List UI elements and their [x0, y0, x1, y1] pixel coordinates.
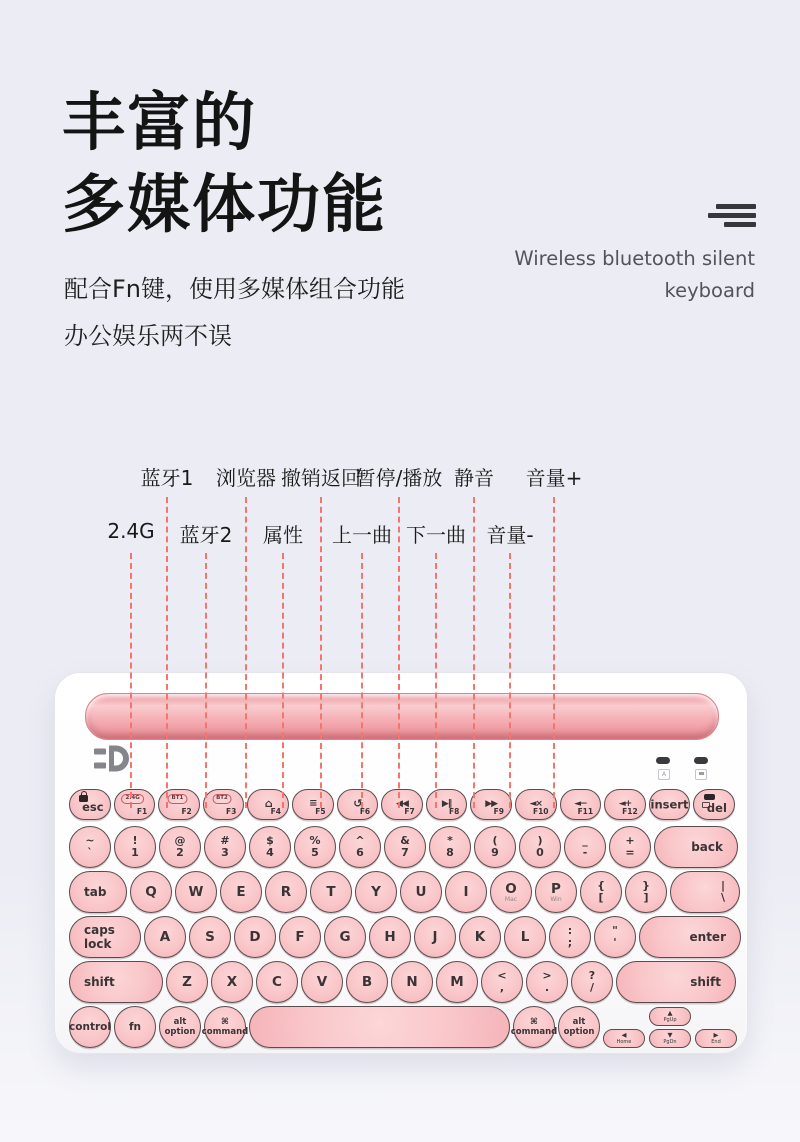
wireless-mode-badge: BT2: [212, 794, 232, 804]
key-r[interactable]: [265, 871, 307, 913]
key-enter[interactable]: [639, 916, 741, 958]
keyboard-row-asdf: [69, 916, 735, 958]
fkey-label: F6: [359, 807, 371, 816]
callout-label: 浏览器: [216, 466, 276, 490]
key-7[interactable]: [384, 826, 426, 868]
key-tab[interactable]: [69, 871, 127, 913]
fkey-label: F7: [404, 807, 415, 816]
fkey-label: F2: [181, 807, 192, 816]
key-label: Q: [145, 884, 157, 900]
key-label: + =: [625, 833, 635, 859]
callout-line: [509, 553, 511, 808]
key-0[interactable]: [519, 826, 561, 868]
key-capslock[interactable]: [69, 916, 141, 958]
callout-label: 蓝牙1: [140, 466, 194, 490]
key-label: fn: [128, 1021, 142, 1033]
callout-line: [320, 497, 322, 808]
callout-line: [398, 497, 400, 808]
os-hint-label: Mac: [504, 896, 518, 903]
page-title: [62, 82, 387, 246]
callout-line: [282, 553, 284, 808]
key-label: S: [205, 929, 215, 945]
key-l[interactable]: [504, 916, 546, 958]
key-k[interactable]: [459, 916, 501, 958]
key-label: ^ 6: [355, 833, 365, 859]
key-end-arrow-icon: ▶: [713, 1030, 719, 1039]
key-label: " ': [612, 923, 618, 949]
key-f5[interactable]: [292, 789, 334, 820]
tagline: [514, 243, 755, 307]
battery-indicator-icon: [695, 769, 707, 780]
key-label: $ 4: [266, 833, 274, 859]
key-y[interactable]: [355, 871, 397, 913]
volume-down-icon: ◄−: [574, 798, 587, 809]
callout-label: 音量+: [525, 466, 583, 490]
key-label: alt option: [563, 1017, 595, 1037]
keyboard-row-num: [69, 826, 735, 868]
key-pgdn[interactable]: [649, 1029, 691, 1048]
callout-line: [553, 497, 555, 808]
brand-logo: [94, 745, 132, 776]
key-label: G: [339, 929, 351, 945]
fkey-label: F12: [622, 807, 638, 816]
callout-line: [130, 553, 132, 808]
status-led-2: [694, 757, 708, 764]
triple-bar-icon: [708, 204, 756, 230]
os-hint-label: Win: [550, 896, 562, 903]
callout-label: 2.4G: [107, 519, 155, 543]
key-insert[interactable]: [649, 789, 691, 820]
key-label: ! 1: [131, 833, 139, 859]
key-label: K: [474, 929, 486, 945]
key-shift-right[interactable]: [616, 961, 736, 1003]
key-g[interactable]: [324, 916, 366, 958]
home-icon: ⌂: [264, 796, 272, 810]
key-8[interactable]: [429, 826, 471, 868]
key-f2[interactable]: [158, 789, 200, 820]
key-label: @ 2: [174, 833, 186, 859]
key-fn[interactable]: [114, 1006, 156, 1048]
key-space[interactable]: [249, 1006, 510, 1048]
callout-label: 静音: [454, 466, 494, 490]
tablet-slot: [85, 693, 719, 740]
fkey-label: F8: [449, 807, 460, 816]
fkey-label: F3: [226, 807, 237, 816]
key-d[interactable]: [234, 916, 276, 958]
key-label: ⌘ command: [201, 1017, 249, 1037]
callout-label: 音量-: [486, 523, 534, 547]
key-label: : ;: [567, 923, 573, 949]
key-label: End: [711, 1038, 721, 1045]
callout-line: [166, 497, 168, 808]
key-command-left[interactable]: [201, 1006, 249, 1048]
key-label: | \: [720, 878, 725, 904]
key-m[interactable]: [436, 961, 478, 1003]
key-label: shift: [84, 975, 115, 989]
key-o[interactable]: [490, 871, 532, 913]
key-label: _ -: [582, 833, 588, 859]
key-esc[interactable]: [69, 789, 111, 820]
key-label: U: [415, 884, 427, 900]
keyboard: [54, 672, 748, 1054]
key-command-right[interactable]: [510, 1006, 558, 1048]
key-f9[interactable]: [470, 789, 512, 820]
key-period[interactable]: [526, 961, 568, 1003]
key-9[interactable]: [474, 826, 516, 868]
key-b[interactable]: [346, 961, 388, 1003]
undo-icon: ↺: [353, 796, 362, 810]
wireless-mode-badge: 2.4G: [121, 794, 143, 804]
key-label: alt option: [164, 1017, 196, 1037]
key-f12[interactable]: [604, 789, 646, 820]
callout-line: [361, 553, 363, 808]
rewind-icon: ◀◀: [396, 798, 408, 809]
key-label: H: [384, 929, 396, 945]
key-label: J: [432, 929, 438, 945]
key-t[interactable]: [310, 871, 352, 913]
key-label: M: [450, 974, 464, 990]
key-label: V: [316, 974, 328, 990]
play-pause-icon: ▶‖: [441, 798, 452, 809]
key-label: P: [551, 881, 561, 897]
fkey-label: F4: [270, 807, 281, 816]
key-f7[interactable]: [381, 789, 423, 820]
key-h[interactable]: [369, 916, 411, 958]
key-backquote[interactable]: [69, 826, 111, 868]
key-label: ~ `: [85, 833, 95, 859]
key-label: Home: [616, 1038, 632, 1045]
key-label: & 7: [400, 833, 410, 859]
tagline-line2: keyboard: [664, 279, 755, 302]
key-bracket-open[interactable]: [580, 871, 622, 913]
fkey-label: F11: [577, 807, 594, 816]
key-option-right[interactable]: [558, 1006, 600, 1048]
page-subtitle-line1: 配合Fn键，使用多媒体组合功能: [64, 275, 406, 303]
callout-line: [435, 553, 437, 808]
key-5[interactable]: [294, 826, 336, 868]
key-n[interactable]: [391, 961, 433, 1003]
key-c[interactable]: [256, 961, 298, 1003]
keyboard-row-zxcv: [69, 961, 735, 1003]
key-v[interactable]: [301, 961, 343, 1003]
key-backslash[interactable]: [670, 871, 740, 913]
key-back[interactable]: [654, 826, 738, 868]
key-comma[interactable]: [481, 961, 523, 1003]
key-label: T: [326, 884, 336, 900]
key-equals[interactable]: [609, 826, 651, 868]
key-label: } ]: [642, 878, 650, 904]
key-u[interactable]: [400, 871, 442, 913]
key-f11[interactable]: [560, 789, 602, 820]
key-label: W: [188, 884, 204, 900]
key-x[interactable]: [211, 961, 253, 1003]
arrow-key-cluster: [603, 1006, 735, 1048]
key-minus[interactable]: [564, 826, 606, 868]
key-label: control: [69, 1021, 111, 1033]
volume-up-icon: ◄+: [618, 798, 632, 809]
key-label: I: [463, 884, 469, 900]
key-label: { [: [597, 878, 605, 904]
key-slash[interactable]: [571, 961, 613, 1003]
key-label: ⌘ command: [510, 1017, 558, 1037]
callout-line: [245, 497, 247, 808]
keyboard-row-qwerty: [69, 871, 735, 913]
fkey-label: F9: [493, 807, 504, 816]
key-label: del: [706, 801, 727, 815]
key-home[interactable]: [603, 1029, 645, 1048]
key-label: > .: [542, 968, 552, 994]
page-subtitle: [64, 266, 405, 360]
key-j[interactable]: [414, 916, 456, 958]
key-control[interactable]: [69, 1006, 111, 1048]
callout-label: 暂停/播放: [355, 466, 443, 490]
key-f6[interactable]: [337, 789, 379, 820]
key-label: shift: [690, 975, 721, 989]
wireless-mode-badge: BT1: [168, 794, 188, 804]
key-label: R: [280, 884, 292, 900]
key-label: N: [406, 974, 418, 990]
key-option-left[interactable]: [159, 1006, 201, 1048]
key-f8[interactable]: [426, 789, 468, 820]
key-label: esc: [82, 800, 104, 814]
key-f[interactable]: [279, 916, 321, 958]
tagline-line1: Wireless bluetooth silent: [514, 247, 755, 270]
key-end[interactable]: [695, 1029, 737, 1048]
fkey-label: F10: [532, 807, 549, 816]
key-label: E: [236, 884, 246, 900]
key-label: PgDn: [663, 1038, 677, 1045]
key-label: Y: [371, 884, 381, 900]
callout-line: [205, 553, 207, 808]
key-s[interactable]: [189, 916, 231, 958]
key-pgdn-arrow-icon: ▼: [667, 1030, 673, 1039]
key-label: D: [249, 929, 261, 945]
key-label: caps lock: [84, 923, 115, 951]
key-label: % 5: [309, 833, 321, 859]
key-quote[interactable]: [594, 916, 636, 958]
key-label: B: [361, 974, 373, 990]
key-label: C: [272, 974, 282, 990]
key-6[interactable]: [339, 826, 381, 868]
key-label: ( 9: [491, 833, 499, 859]
key-f1[interactable]: [114, 789, 156, 820]
key-label: tab: [84, 885, 107, 899]
callout-label: 撤销返回: [281, 466, 361, 490]
status-led-1: [656, 757, 670, 764]
key-label: X: [226, 974, 238, 990]
key-f3[interactable]: [203, 789, 245, 820]
key-e[interactable]: [220, 871, 262, 913]
key-label: ) 0: [536, 833, 544, 859]
key-bracket-close[interactable]: [625, 871, 667, 913]
key-home-arrow-icon: ◀: [621, 1030, 627, 1039]
key-4[interactable]: [249, 826, 291, 868]
callout-label: 蓝牙2: [179, 523, 233, 547]
caps-indicator-icon: A: [658, 769, 670, 780]
key-pgup-arrow-icon: ▲: [667, 1008, 673, 1017]
key-label: insert: [650, 797, 689, 812]
callout-label: 下一曲: [406, 523, 466, 547]
key-label: L: [520, 929, 530, 945]
key-shift-left[interactable]: [69, 961, 163, 1003]
page-title-line1: 丰富的: [62, 86, 257, 159]
key-label: enter: [689, 930, 726, 944]
screenshot-icon: [704, 794, 715, 800]
key-w[interactable]: [175, 871, 217, 913]
key-label: * 8: [446, 833, 454, 859]
key-label: PgUp: [663, 1016, 677, 1023]
key-p[interactable]: [535, 871, 577, 913]
key-label: ? /: [588, 968, 596, 994]
key-label: back: [691, 840, 723, 854]
fast-forward-icon: ▶▶: [485, 798, 498, 809]
menu-icon: ≡: [309, 797, 317, 809]
keyboard-row-fn: [69, 789, 735, 820]
key-semicolon[interactable]: [549, 916, 591, 958]
fkey-label: F5: [315, 807, 326, 816]
callout-label: 上一曲: [332, 523, 392, 547]
key-f10[interactable]: [515, 789, 557, 820]
callout-label: 属性: [263, 523, 303, 547]
key-1[interactable]: [114, 826, 156, 868]
key-pgup[interactable]: [649, 1007, 691, 1026]
key-2[interactable]: [159, 826, 201, 868]
key-q[interactable]: [130, 871, 172, 913]
key-i[interactable]: [445, 871, 487, 913]
key-label: A: [159, 929, 171, 945]
fkey-label: F1: [136, 807, 148, 816]
key-z[interactable]: [166, 961, 208, 1003]
key-label: # 3: [220, 833, 230, 859]
keyboard-row-bottom: [69, 1006, 735, 1048]
key-a[interactable]: [144, 916, 186, 958]
page-title-line2: 多媒体功能: [62, 168, 387, 241]
key-del[interactable]: [693, 789, 735, 820]
page-subtitle-line2: 办公娱乐两不误: [64, 322, 232, 350]
key-label: Z: [182, 974, 192, 990]
callout-line: [473, 497, 475, 808]
key-label: F: [295, 929, 305, 945]
key-label: O: [505, 881, 517, 897]
key-label: < ,: [497, 968, 507, 994]
mute-icon: ◄×: [529, 798, 542, 809]
key-3[interactable]: [204, 826, 246, 868]
